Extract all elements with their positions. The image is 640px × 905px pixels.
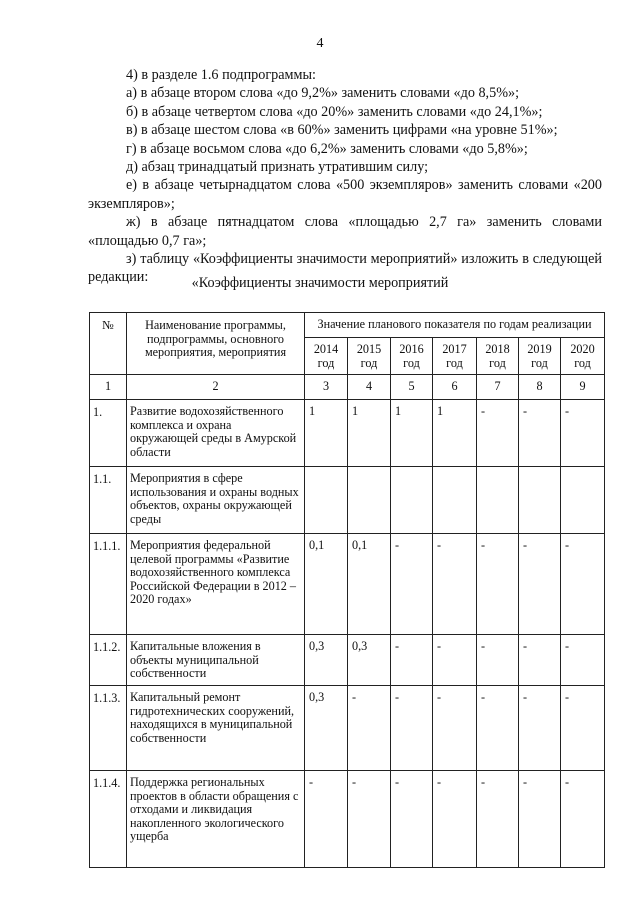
coefficients-table <box>89 312 605 868</box>
paragraph-item-z: з) таблицу «Коэффициенты значимости мероприятий» изложить в следующей редакции: <box>88 251 602 286</box>
row-value: - <box>391 771 433 868</box>
row-value: - <box>519 534 561 635</box>
row-name: Поддержка региональных проектов в области обращения с отходами и ликвидация накопленного экологического ущерба <box>127 771 305 868</box>
header-number: № <box>90 313 127 375</box>
row-name: Мероприятия федеральной целевой программы «Развитие водохозяйственного комплекса Российской Федерации в 2012 – 2020 годах» <box>127 534 305 635</box>
row-value: - <box>561 400 605 467</box>
row-value: - <box>561 635 605 686</box>
column-index: 2 <box>127 375 305 400</box>
row-value: 1 <box>305 400 348 467</box>
paragraph-item-d: д) абзац тринадцатый признать утратившим силу; <box>126 159 429 176</box>
row-value: - <box>477 534 519 635</box>
row-value: - <box>433 686 477 771</box>
row-value: - <box>391 534 433 635</box>
row-number: 1. <box>90 400 127 467</box>
row-value <box>477 467 519 534</box>
row-number: 1.1.1. <box>90 534 127 635</box>
row-value: 0,3 <box>305 686 348 771</box>
row-value: 0,1 <box>348 534 391 635</box>
row-value: - <box>348 771 391 868</box>
row-name: Капитальный ремонт гидротехнических сооружений, находящихся в муниципальной собственности <box>127 686 305 771</box>
row-value <box>391 467 433 534</box>
column-index: 7 <box>477 375 519 400</box>
header-year: 2019 год <box>519 338 561 375</box>
row-value: - <box>477 686 519 771</box>
column-index: 4 <box>348 375 391 400</box>
row-value: - <box>305 771 348 868</box>
header-plan-values: Значение планового показателя по годам реализации <box>305 313 605 338</box>
row-value: - <box>561 771 605 868</box>
header-name: Наименование программы, подпрограммы, основного мероприятия, мероприятия <box>127 313 305 375</box>
row-number: 1.1.4. <box>90 771 127 868</box>
row-value: 1 <box>433 400 477 467</box>
paragraph-section-heading: 4) в разделе 1.6 подпрограммы: <box>126 67 316 83</box>
column-index: 5 <box>391 375 433 400</box>
row-value <box>561 467 605 534</box>
row-value: - <box>519 635 561 686</box>
table-row <box>90 771 605 868</box>
paragraph-item-zh: ж) в абзаце пятнадцатом слова «площадью 2,7 га» заменить словами «площадью 0,7 га»; <box>88 214 602 249</box>
row-value: - <box>519 400 561 467</box>
column-index: 9 <box>561 375 605 400</box>
row-value: 0,1 <box>305 534 348 635</box>
row-name: Капитальные вложения в объекты муниципальной собственности <box>127 635 305 686</box>
header-year: 2015 год <box>348 338 391 375</box>
column-index: 8 <box>519 375 561 400</box>
row-value: 0,3 <box>348 635 391 686</box>
row-value: - <box>391 686 433 771</box>
row-value: - <box>391 635 433 686</box>
table-row <box>90 467 605 534</box>
row-value: - <box>477 635 519 686</box>
column-index: 3 <box>305 375 348 400</box>
row-value <box>305 467 348 534</box>
paragraph-item-v: в) в абзаце шестом слова «в 60%» заменить цифрами «на уровне 51%»; <box>126 122 558 139</box>
header-year: 2014 год <box>305 338 348 375</box>
row-value: - <box>433 534 477 635</box>
paragraph-item-b: б) в абзаце четвертом слова «до 20%» заменить словами «до 24,1%»; <box>126 103 543 120</box>
page-number: 4 <box>316 36 324 51</box>
row-number: 1.1.3. <box>90 686 127 771</box>
row-number: 1.1.2. <box>90 635 127 686</box>
header-year: 2018 год <box>477 338 519 375</box>
header-year: 2016 год <box>391 338 433 375</box>
column-index: 1 <box>90 375 127 400</box>
table-row <box>90 534 605 635</box>
table-title: «Коэффициенты значимости мероприятий <box>191 275 449 291</box>
table-row <box>90 686 605 771</box>
row-value: - <box>519 686 561 771</box>
row-value: - <box>348 686 391 771</box>
table-row <box>90 635 605 686</box>
row-value: - <box>561 534 605 635</box>
amendment-text <box>88 66 602 287</box>
row-number: 1.1. <box>90 467 127 534</box>
row-name: Развитие водохозяйственного комплекса и охрана окружающей среды в Амурской области <box>127 400 305 467</box>
row-value <box>433 467 477 534</box>
row-name: Мероприятия в сфере использования и охраны водных объектов, охраны окружающей среды <box>127 467 305 534</box>
header-year: 2020 год <box>561 338 605 375</box>
row-value: - <box>519 771 561 868</box>
table-row <box>90 400 605 467</box>
paragraph-item-g: г) в абзаце восьмом слова «до 6,2%» заменить словами «до 5,8%»; <box>126 140 528 157</box>
row-value: - <box>477 400 519 467</box>
row-value: - <box>433 635 477 686</box>
header-year: 2017 год <box>433 338 477 375</box>
row-value: - <box>561 686 605 771</box>
row-value: - <box>477 771 519 868</box>
row-value <box>348 467 391 534</box>
row-value: - <box>433 771 477 868</box>
column-index-row <box>90 375 605 400</box>
paragraph-item-e: е) в абзаце четырнадцатом слова «500 экземпляров» заменить словами «200 экземпляров»; <box>88 177 602 212</box>
row-value: 1 <box>348 400 391 467</box>
paragraph-item-a: а) в абзаце втором слова «до 9,2%» заменить словами «до 8,5%»; <box>126 85 520 102</box>
row-value <box>519 467 561 534</box>
row-value: 0,3 <box>305 635 348 686</box>
column-index: 6 <box>433 375 477 400</box>
row-value: 1 <box>391 400 433 467</box>
